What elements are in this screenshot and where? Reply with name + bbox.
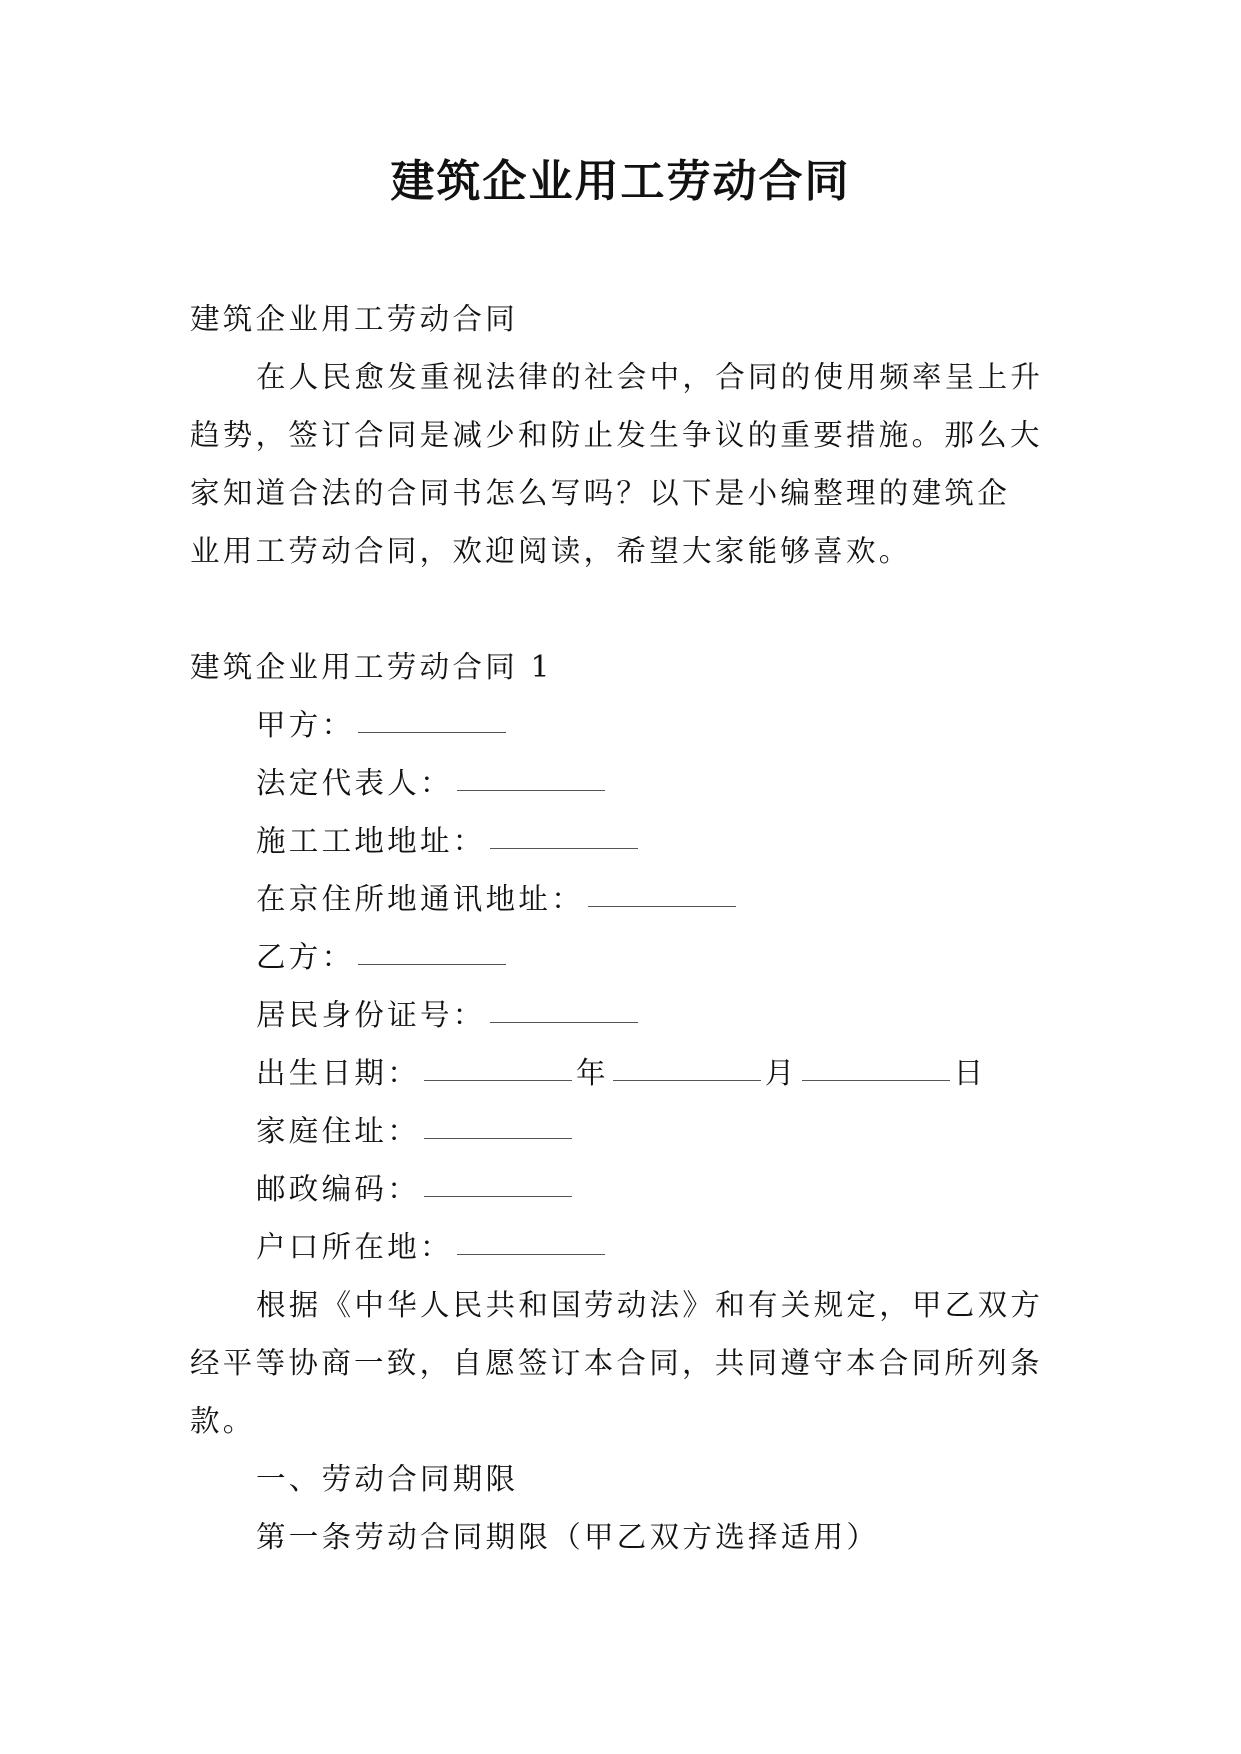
fill-in-blank (424, 1050, 572, 1081)
field-label: 邮政编码： (256, 1172, 421, 1206)
field-label: 法定代表人： (256, 766, 453, 800)
fill-in-blank (490, 818, 638, 849)
month-label: 月 (764, 1056, 798, 1090)
field-site-address (190, 812, 1050, 870)
intro-paragraph-line: 业用工劳动合同，欢迎阅读，希望大家能够喜欢。 (190, 534, 912, 568)
document-title: 建筑企业用工劳动合同 (390, 156, 851, 207)
field-label: 施工工地地址： (256, 824, 486, 858)
basis-paragraph-line: 经平等协商一致，自愿签订本合同，共同遵守本合同所列条 (190, 1346, 1043, 1380)
field-label: 出生日期： (256, 1056, 421, 1090)
intro-paragraph-line: 趋势，签订合同是减少和防止发生争议的重要措施。那么大 (190, 418, 1043, 452)
fill-in-blank (358, 702, 506, 733)
article-heading: 第一条劳动合同期限（甲乙双方选择适用） (256, 1520, 880, 1554)
day-label: 日 (953, 1056, 987, 1090)
field-label: 在京住所地通讯地址： (256, 882, 585, 916)
field-label: 户口所在地： (256, 1230, 453, 1264)
document-body (190, 290, 1050, 1566)
field-label: 居民身份证号： (256, 998, 486, 1032)
field-label: 甲方： (256, 708, 355, 742)
paragraph-spacer (190, 580, 1050, 638)
fill-in-blank (588, 876, 736, 907)
field-birth-date (190, 1044, 1050, 1102)
fill-in-blank (457, 1224, 605, 1255)
field-label: 家庭住址： (256, 1114, 421, 1148)
basis-paragraph-line: 根据《中华人民共和国劳动法》和有关规定，甲乙双方 (256, 1288, 1044, 1322)
field-party-a (190, 696, 1050, 754)
field-beijing-address (190, 870, 1050, 928)
field-legal-rep (190, 754, 1050, 812)
field-party-b (190, 928, 1050, 986)
field-postal-code (190, 1160, 1050, 1218)
field-label: 乙方： (256, 940, 355, 974)
fill-in-blank (490, 992, 638, 1023)
fill-in-blank (613, 1050, 761, 1081)
fill-in-blank (802, 1050, 950, 1081)
document-subtitle: 建筑企业用工劳动合同 (190, 302, 519, 336)
fill-in-blank (424, 1166, 572, 1197)
intro-paragraph-line: 在人民愈发重视法律的社会中，合同的使用频率呈上升 (256, 360, 1044, 394)
fill-in-blank (424, 1108, 572, 1139)
basis-paragraph-line: 款。 (190, 1404, 256, 1438)
field-id-number (190, 986, 1050, 1044)
intro-paragraph-line: 家知道合法的合同书怎么写吗？以下是小编整理的建筑企 (190, 476, 1011, 510)
field-home-address (190, 1102, 1050, 1160)
field-hukou (190, 1218, 1050, 1276)
fill-in-blank (358, 934, 506, 965)
year-label: 年 (576, 1056, 609, 1090)
section-heading: 建筑企业用工劳动合同 1 (190, 650, 553, 684)
chapter-heading: 一、劳动合同期限 (256, 1462, 519, 1496)
fill-in-blank (457, 760, 605, 791)
